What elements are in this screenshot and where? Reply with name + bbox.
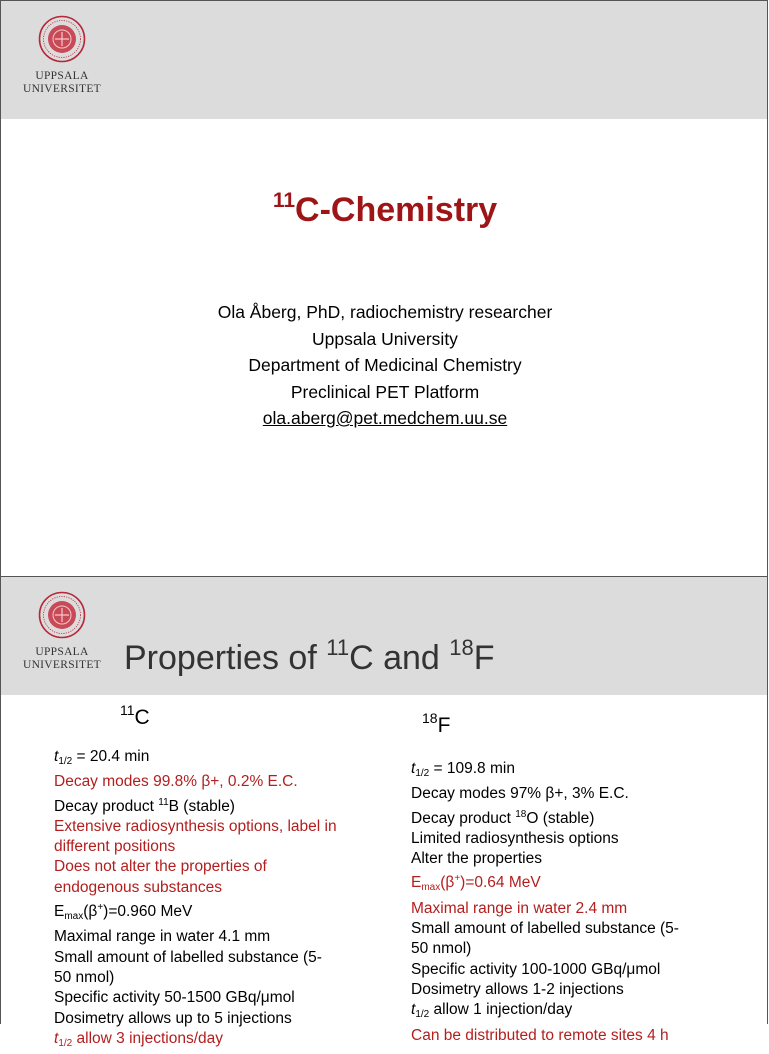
c11-head-sup: 11 <box>120 702 135 718</box>
f18-decay-modes: Decay modes 97% β+, 3% E.C. <box>411 785 629 803</box>
decay-product-sup: 18 <box>515 808 527 820</box>
properties-title <box>124 635 495 678</box>
f18-small-line2: 50 nmol) <box>411 940 472 958</box>
t-symbol: t <box>411 760 416 777</box>
decay-product-sup: 11 <box>158 796 169 808</box>
c11-dosimetry: Dosimetry allows up to 5 injections <box>54 1009 292 1027</box>
f18-specific-activity: Specific activity 100-1000 GBq/μmol <box>411 960 661 978</box>
logo-line2: UNIVERSITET <box>22 659 102 671</box>
emax-sub: max <box>421 882 441 894</box>
slide-properties <box>0 577 768 1049</box>
f18-dosimetry: Dosimetry allows 1-2 injections <box>411 980 624 998</box>
emax-post: )=0.960 MeV <box>103 903 193 921</box>
f18-column-heading <box>422 710 450 738</box>
f18-range: Maximal range in water 2.4 mm <box>411 899 628 917</box>
c11-decay-product <box>54 793 337 817</box>
half-sub: 1/2 <box>58 756 73 767</box>
decay-product-post: B (stable) <box>168 797 235 815</box>
c11-injections-per-day <box>54 1029 337 1054</box>
title-text: C-Chemistry <box>295 191 498 229</box>
emax-mid: (β <box>440 874 455 892</box>
c11-column-heading <box>120 702 150 730</box>
decay-product-post: O (stable) <box>526 809 595 827</box>
title-pre: Properties of <box>124 639 327 677</box>
c11-extensive-line1: Extensive radiosynthesis options, label in <box>54 817 337 835</box>
f18-limited: Limited radiosynthesis options <box>411 829 619 847</box>
c11-half-life <box>54 747 337 772</box>
slide-title-heading <box>1 189 769 230</box>
decay-product-pre: Decay product <box>411 809 516 827</box>
logo-line1: UPPSALA <box>35 646 89 658</box>
logo-line1: UPPSALA <box>35 70 89 82</box>
half-life-value: = 109.8 min <box>429 760 515 777</box>
emax-sub: max <box>64 911 84 923</box>
c11-small-line2: 50 nmol) <box>54 968 115 986</box>
f18-properties-list <box>411 759 679 1046</box>
title-superscript: 11 <box>272 189 296 212</box>
title-sup-18: 18 <box>449 635 474 660</box>
injections-text: allow 3 injections/day <box>72 1029 223 1047</box>
author-block <box>1 299 769 432</box>
university-seal-icon <box>38 591 86 639</box>
t-symbol: t <box>54 748 59 765</box>
half-sub: 1/2 <box>415 768 430 779</box>
f18-head-text: F <box>437 714 451 737</box>
t-symbol: t <box>54 1029 59 1047</box>
f18-decay-product <box>411 805 679 829</box>
c11-decay-modes: Decay modes 99.8% β+, 0.2% E.C. <box>54 773 298 791</box>
f18-half-life <box>411 759 679 784</box>
title-post: F <box>473 639 495 677</box>
injections-text: allow 1 injection/day <box>429 1001 573 1019</box>
c11-properties-list <box>54 747 337 1054</box>
f18-injections-per-day <box>411 1000 679 1025</box>
emax-mid: (β <box>83 903 98 921</box>
slide-header <box>1 577 767 695</box>
f18-head-sup: 18 <box>422 710 438 726</box>
emax-sup: + <box>97 902 104 914</box>
university-seal-icon <box>38 15 86 63</box>
author-platform: Preclinical PET Platform <box>290 381 480 402</box>
author-university: Uppsala University <box>312 328 458 349</box>
f18-emax <box>411 869 679 898</box>
emax-pre: E <box>411 874 422 892</box>
half-sub: 1/2 <box>58 1037 73 1049</box>
c11-head-text: C <box>134 706 150 729</box>
emax-post: )=0.64 MeV <box>460 874 541 892</box>
emax-pre: E <box>54 903 65 921</box>
slide-header <box>1 1 767 119</box>
f18-alter: Alter the properties <box>411 850 542 868</box>
author-name: Ola Åberg, PhD, radiochemistry researcher <box>217 302 553 322</box>
c11-range: Maximal range in water 4.1 mm <box>54 928 271 946</box>
c11-small-line1: Small amount of labelled substance (5- <box>54 948 322 966</box>
half-sub: 1/2 <box>415 1009 430 1021</box>
c11-specific-activity: Specific activity 50-1500 GBq/μmol <box>54 989 295 1007</box>
c11-extensive-line2: different positions <box>54 838 176 856</box>
c11-not-alter-line1: Does not alter the properties of <box>54 858 267 876</box>
t-symbol: t <box>411 1001 416 1019</box>
logo-line2: UNIVERSITET <box>22 83 102 95</box>
title-sup-11: 11 <box>326 635 350 660</box>
half-life-value: = 20.4 min <box>72 748 150 765</box>
f18-distributed: Can be distributed to remote sites 4 h <box>411 1026 669 1044</box>
author-email-link[interactable]: ola.aberg@pet.medchem.uu.se <box>262 408 508 428</box>
c11-not-alter-line2: endogenous substances <box>54 878 223 896</box>
c11-emax <box>54 898 337 927</box>
uppsala-logo <box>17 591 107 672</box>
author-department: Department of Medicinal Chemistry <box>248 355 522 375</box>
f18-small-line1: Small amount of labelled substance (5- <box>411 920 679 938</box>
emax-sup: + <box>454 873 461 885</box>
uppsala-logo <box>17 15 107 96</box>
title-mid: C and <box>349 639 450 677</box>
decay-product-pre: Decay product <box>54 797 159 815</box>
